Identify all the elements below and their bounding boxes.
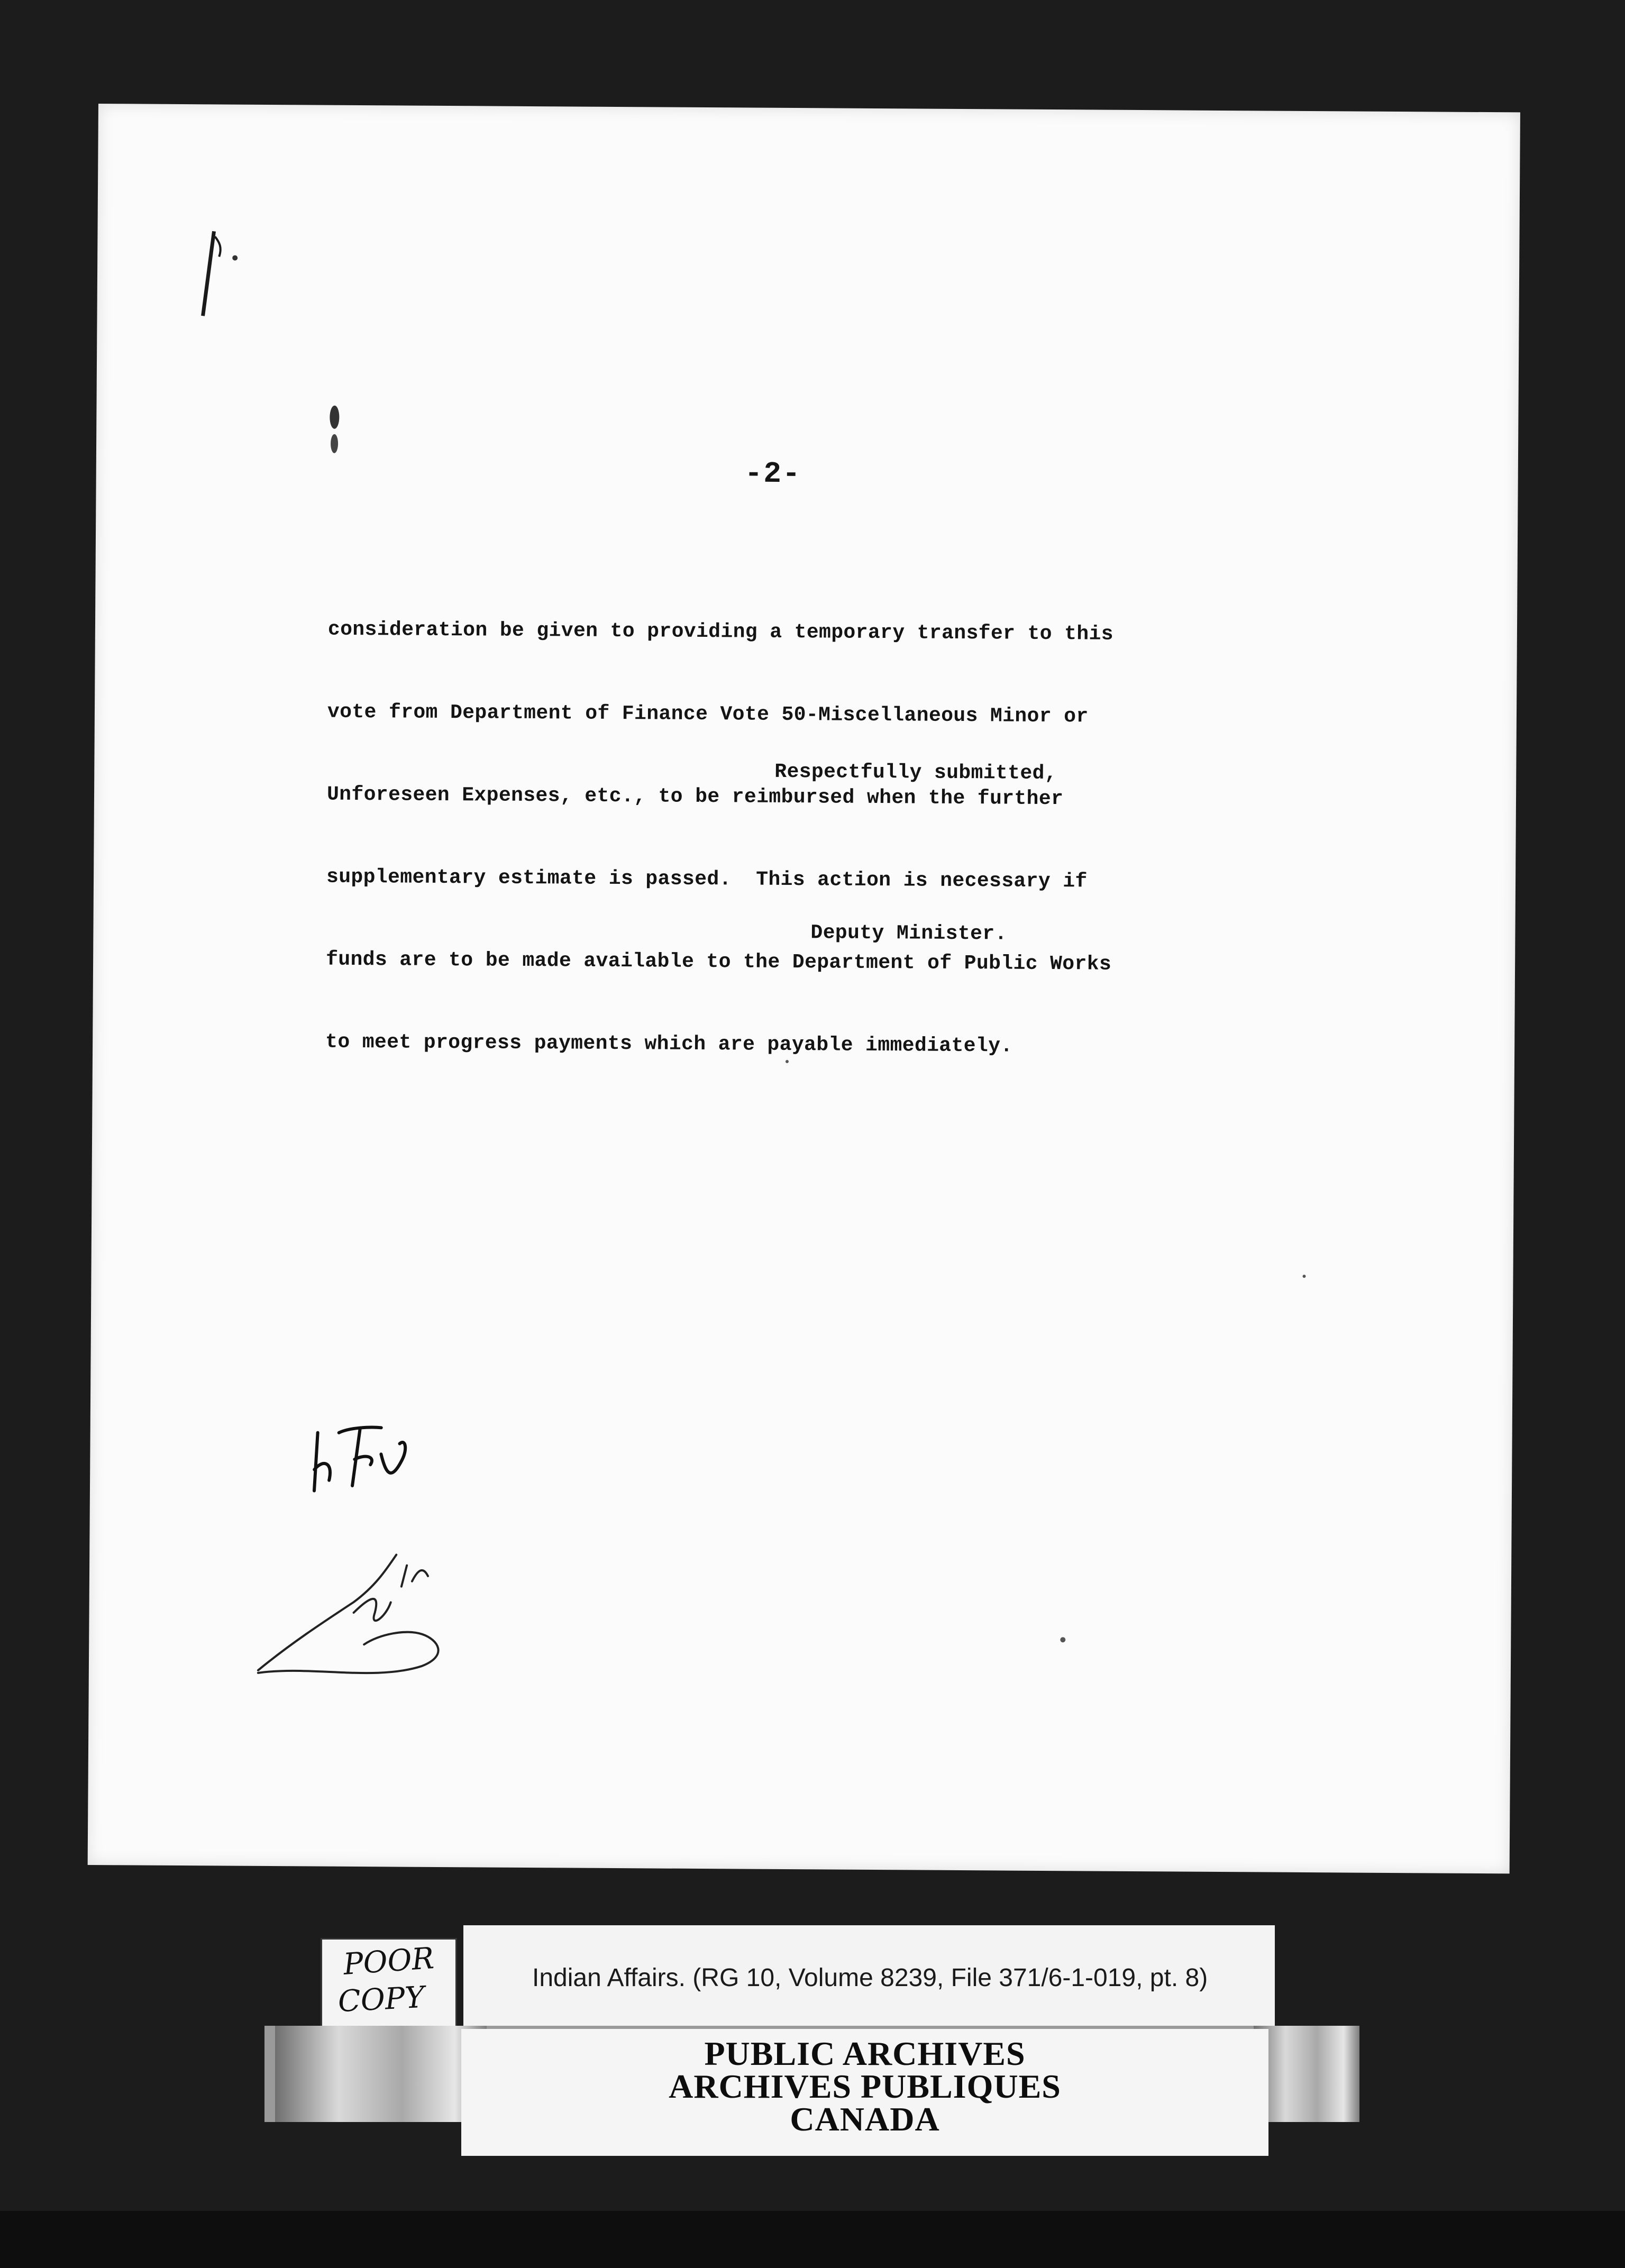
tape-left (275, 2026, 487, 2122)
poor-copy-word-2: COPY (337, 1980, 425, 2019)
body-line: consideration be given to providing a temporary transfer to this (327, 618, 1114, 646)
handwritten-initials (302, 1411, 429, 1507)
margin-pencil-mark (181, 226, 245, 322)
handwritten-signature (248, 1506, 460, 1698)
stamp-line: PUBLIC ARCHIVES (704, 2035, 1026, 2072)
poor-copy-note (321, 1938, 457, 2029)
archive-reference-label (463, 1925, 1275, 2026)
paper-speck (1060, 1637, 1065, 1642)
archive-stamp (461, 2029, 1268, 2156)
body-line: to meet progress payments which are payable immediately. (325, 1030, 1013, 1058)
paper-speck (786, 1060, 789, 1063)
body-paragraph (325, 561, 1365, 1118)
film-border (0, 2211, 1625, 2268)
signature-title: Deputy Minister. (810, 921, 1007, 946)
stamp-line: CANADA (790, 2100, 940, 2138)
body-line: vote from Department of Finance Vote 50-Miscellaneous Minor or (327, 700, 1089, 728)
paper-speck (1302, 1275, 1306, 1278)
poor-copy-word-1: POOR (342, 1941, 435, 1982)
tape-right (1254, 2026, 1359, 2122)
page-number: -2- (744, 456, 801, 491)
document-page (88, 104, 1520, 1873)
body-line: supplementary estimate is passed. This action is necessary if (326, 865, 1088, 893)
archive-reference: Indian Affairs. (RG 10, Volume 8239, File 371/6-1-019, pt. 8) (532, 1964, 1208, 1992)
body-line: Unforeseen Expenses, etc., to be reimbursed when the further (326, 783, 1064, 811)
stamp-line: ARCHIVES PUBLIQUES (669, 2068, 1061, 2105)
margin-punch-mark (324, 401, 345, 465)
body-line: funds are to be made available to the Department of Public Works (325, 948, 1112, 976)
closing-salutation: Respectfully submitted, (774, 760, 1057, 785)
